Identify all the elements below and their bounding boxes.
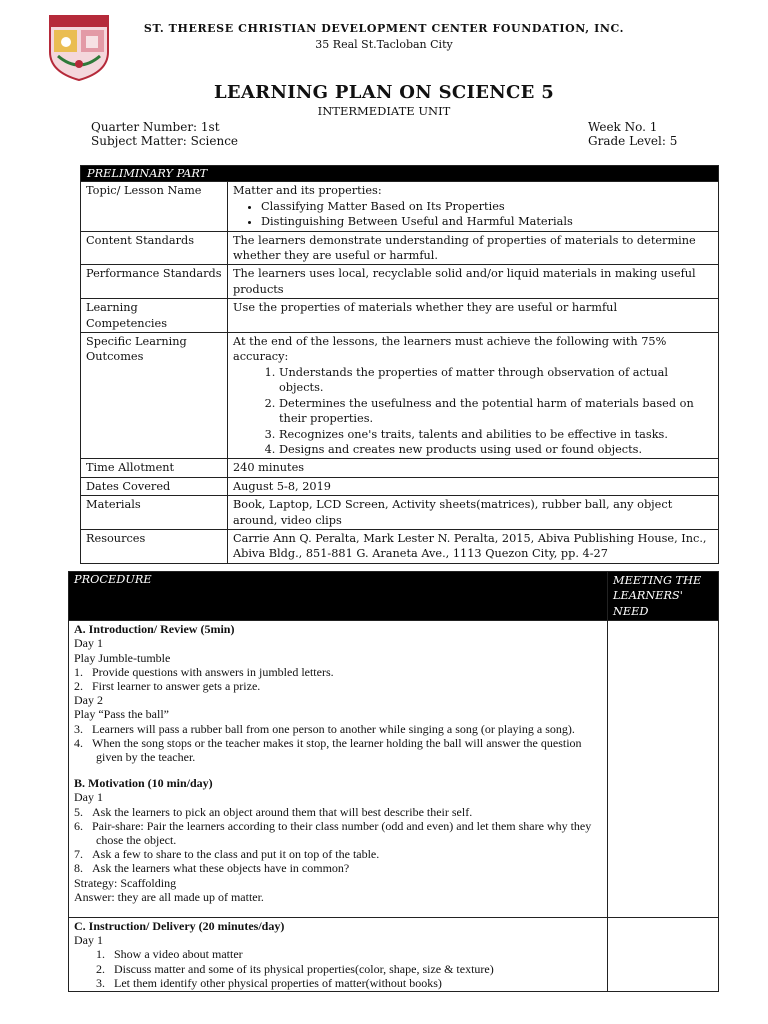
procedure-step: 3. Learners will pass a rubber ball from one person to another while singing a song (or playing a song).: [74, 721, 575, 736]
procedure-step: 2. Discuss matter and some of its physical properties(color, shape, size & texture): [96, 961, 494, 976]
content-standards-label: Content Standards: [81, 231, 228, 265]
spacer: [74, 764, 602, 776]
materials-label: Materials: [81, 496, 228, 530]
learners-need-heading: MEETING THE LEARNERS' NEED: [608, 572, 719, 621]
activity-name: Play “Pass the ball”: [74, 707, 169, 722]
dates-covered-row: [81, 477, 719, 495]
answer-text: Answer: they are all made up of matter.: [74, 889, 264, 904]
section-c-title: C. Instruction/ Delivery (20 minutes/day): [74, 919, 285, 934]
materials-row: [81, 496, 719, 530]
outcomes-row: [81, 333, 719, 459]
performance-standards-label: Performance Standards: [81, 265, 228, 299]
resources-label: Resources: [81, 529, 228, 563]
topic-row: [81, 182, 719, 231]
dates-covered-label: Dates Covered: [81, 477, 228, 495]
dates-covered-value: August 5-8, 2019: [228, 477, 719, 495]
subject-matter: Subject Matter: Science: [91, 134, 239, 148]
learning-competencies-value: Use the properties of materials whether they are useful or harmful: [228, 299, 719, 333]
quarter-number: [91, 120, 220, 134]
procedure-step: 7. Ask a few to share to the class and put it on top of the table.: [74, 847, 380, 862]
procedure-body-c: [69, 918, 608, 992]
day-label: Day 1: [74, 636, 103, 651]
topic-bullet: • Classifying Matter Based on Its Properties: [261, 199, 713, 214]
performance-standards-row: [81, 265, 719, 299]
topic-text: Matter and its properties:: [233, 184, 382, 198]
strategy-text: Strategy: Scaffolding: [74, 875, 177, 890]
procedure-step: 1. Provide questions with answers in jumbled letters.: [74, 664, 334, 679]
procedure-step: 2. First learner to answer gets a prize.: [74, 679, 261, 694]
preliminary-table: [80, 165, 719, 564]
resources-row: [81, 529, 719, 563]
section-a-title: A. Introduction/ Review (5min): [74, 622, 235, 637]
grade-level: Grade Level: 5: [588, 134, 678, 148]
topic-bullet: • Distinguishing Between Useful and Harmful Materials: [261, 214, 713, 229]
procedure-body: [69, 621, 608, 918]
learning-competencies-row: [81, 299, 719, 333]
document-title: LEARNING PLAN ON SCIENCE 5: [213, 82, 555, 103]
organization-name: ST. THERESE CHRISTIAN DEVELOPMENT CENTER FOUNDATION, INC.: [143, 22, 625, 35]
time-allotment-label: Time Allotment: [81, 459, 228, 477]
procedure-step: 4. When the song stops or the teacher makes it stop, the learner holding the ball will answer the question given by the teacher.: [74, 735, 582, 765]
outcomes-label: Specific Learning Outcomes: [81, 333, 228, 459]
outcome-item: 1. Understands the properties of matter through observation of actual objects.: [279, 365, 713, 396]
procedure-step: 1. Show a video about matter: [96, 947, 243, 962]
procedure-step: 8. Ask the learners what these objects have in common?: [74, 861, 350, 876]
week-number: Week No. 1: [588, 120, 658, 134]
time-allotment-row: [81, 459, 719, 477]
procedure-step: 5. Ask the learners to pick an object around them that will best describe their self.: [74, 804, 473, 819]
spacer: [74, 904, 602, 916]
outcomes-list: [233, 365, 713, 457]
topic-bullets: [233, 199, 713, 230]
day-label: Day 1: [74, 933, 103, 948]
procedure-heading: PROCEDURE: [69, 572, 608, 621]
document-subtitle: INTERMEDIATE UNIT: [317, 104, 451, 118]
outcome-item: 4. Designs and creates new products using used or found objects.: [279, 442, 713, 457]
procedure-table: [68, 571, 719, 992]
topic-label: Topic/ Lesson Name: [81, 182, 228, 231]
outcomes-value: [228, 333, 719, 459]
performance-standards-value: The learners uses local, recyclable solid and/or liquid materials in making useful products: [228, 265, 719, 299]
learning-competencies-label: Learning Competencies: [81, 299, 228, 333]
organization-address: 35 Real St.Tacloban City: [315, 38, 453, 51]
content-standards-row: [81, 231, 719, 265]
learners-need-cell: [608, 621, 719, 918]
activity-name: Play Jumble-tumble: [74, 650, 171, 665]
learners-need-cell: [608, 918, 719, 992]
day-label: Day 2: [74, 693, 103, 708]
quarter-text: Quarter Number: 1st: [91, 120, 220, 134]
content-standards-value: The learners demonstrate understanding of properties of materials to determine whether they are useful or harmful.: [228, 231, 719, 265]
outcome-item: 3. Recognizes one's traits, talents and abilities to be effective in tasks.: [279, 427, 713, 442]
time-allotment-value: 240 minutes: [228, 459, 719, 477]
procedure-step: 6. Pair-share: Pair the learners according to their class number (odd and even) and let them share why they chose the object.: [74, 818, 592, 848]
section-b-title: B. Motivation (10 min/day): [74, 776, 213, 791]
day-label: Day 1: [74, 790, 103, 805]
materials-value: Book, Laptop, LCD Screen, Activity sheets(matrices), rubber ball, any object around, video clips: [228, 496, 719, 530]
preliminary-heading: PRELIMINARY PART: [81, 166, 719, 182]
topic-value: [228, 182, 719, 231]
outcome-item: 2. Determines the usefulness and the potential harm of materials based on their properties.: [279, 396, 713, 427]
outcomes-intro: At the end of the lessons, the learners must achieve the following with 75% accuracy:: [233, 335, 667, 364]
resources-value: Carrie Ann Q. Peralta, Mark Lester N. Peralta, 2015, Abiva Publishing House, Inc., Abiva Bldg., 851-881 G. Araneta Ave., 1113 Quezon City, pp. 4-27: [228, 529, 719, 563]
procedure-step: 3. Let them identify other physical properties of matter(without books): [96, 975, 442, 990]
